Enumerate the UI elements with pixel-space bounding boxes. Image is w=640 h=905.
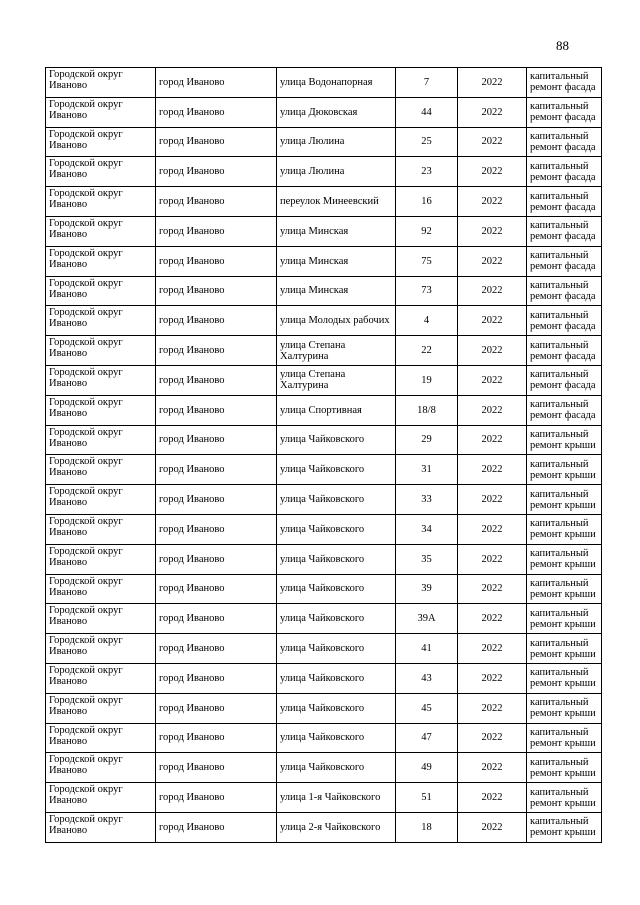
year-cell: 2022 [458, 68, 527, 98]
year-cell: 2022 [458, 276, 527, 306]
district-cell: Городской округ Иваново [46, 455, 156, 485]
city-cell: город Иваново [156, 753, 277, 783]
city-cell: город Иваново [156, 693, 277, 723]
year-cell: 2022 [458, 604, 527, 634]
table-row [46, 723, 602, 753]
table-row [46, 812, 602, 842]
work-type-cell: капитальный ремонт фасада [527, 276, 602, 306]
street-cell: улица Чайковского [277, 574, 396, 604]
year-cell: 2022 [458, 97, 527, 127]
city-cell: город Иваново [156, 455, 277, 485]
work-type-cell: капитальный ремонт крыши [527, 514, 602, 544]
work-type-cell: капитальный ремонт крыши [527, 425, 602, 455]
district-cell: Городской округ Иваново [46, 753, 156, 783]
house-number-cell: 25 [396, 127, 458, 157]
table-row [46, 157, 602, 187]
work-type-cell: капитальный ремонт фасада [527, 306, 602, 336]
city-cell: город Иваново [156, 783, 277, 813]
district-cell: Городской округ Иваново [46, 187, 156, 217]
work-type-cell: капитальный ремонт фасада [527, 216, 602, 246]
district-cell: Городской округ Иваново [46, 693, 156, 723]
table-body [46, 68, 602, 843]
table-row [46, 574, 602, 604]
district-cell: Городской округ Иваново [46, 395, 156, 425]
street-cell: улица Минская [277, 246, 396, 276]
district-cell: Городской округ Иваново [46, 276, 156, 306]
street-cell: улица Водонапорная [277, 68, 396, 98]
street-cell: улица Чайковского [277, 753, 396, 783]
table-row [46, 97, 602, 127]
year-cell: 2022 [458, 753, 527, 783]
street-cell: улица Чайковского [277, 693, 396, 723]
table-row [46, 127, 602, 157]
work-type-cell: капитальный ремонт крыши [527, 485, 602, 515]
house-number-cell: 22 [396, 336, 458, 366]
house-number-cell: 75 [396, 246, 458, 276]
city-cell: город Иваново [156, 395, 277, 425]
city-cell: город Иваново [156, 425, 277, 455]
street-cell: улица 2-я Чайковского [277, 812, 396, 842]
house-number-cell: 35 [396, 544, 458, 574]
work-type-cell: капитальный ремонт крыши [527, 455, 602, 485]
street-cell: улица Степана Халтурина [277, 336, 396, 366]
district-cell: Городской округ Иваново [46, 365, 156, 395]
table-row [46, 693, 602, 723]
table-row [46, 246, 602, 276]
table-row [46, 276, 602, 306]
city-cell: город Иваново [156, 127, 277, 157]
work-type-cell: капитальный ремонт фасада [527, 246, 602, 276]
work-type-cell: капитальный ремонт крыши [527, 604, 602, 634]
city-cell: город Иваново [156, 216, 277, 246]
street-cell: переулок Минеевский [277, 187, 396, 217]
house-number-cell: 33 [396, 485, 458, 515]
table-row [46, 216, 602, 246]
table-row [46, 514, 602, 544]
street-cell: улица Чайковского [277, 455, 396, 485]
year-cell: 2022 [458, 812, 527, 842]
year-cell: 2022 [458, 216, 527, 246]
street-cell: улица Чайковского [277, 425, 396, 455]
work-type-cell: капитальный ремонт фасада [527, 395, 602, 425]
street-cell: улица Чайковского [277, 663, 396, 693]
street-cell: улица 1-я Чайковского [277, 783, 396, 813]
district-cell: Городской округ Иваново [46, 157, 156, 187]
year-cell: 2022 [458, 306, 527, 336]
city-cell: город Иваново [156, 604, 277, 634]
house-number-cell: 31 [396, 455, 458, 485]
year-cell: 2022 [458, 455, 527, 485]
city-cell: город Иваново [156, 485, 277, 515]
city-cell: город Иваново [156, 306, 277, 336]
work-type-cell: капитальный ремонт крыши [527, 783, 602, 813]
city-cell: город Иваново [156, 514, 277, 544]
city-cell: город Иваново [156, 157, 277, 187]
district-cell: Городской округ Иваново [46, 425, 156, 455]
work-type-cell: капитальный ремонт крыши [527, 723, 602, 753]
work-type-cell: капитальный ремонт фасада [527, 157, 602, 187]
street-cell: улица Чайковского [277, 544, 396, 574]
city-cell: город Иваново [156, 336, 277, 366]
city-cell: город Иваново [156, 97, 277, 127]
work-type-cell: капитальный ремонт фасада [527, 97, 602, 127]
table-row [46, 544, 602, 574]
table-row [46, 455, 602, 485]
street-cell: улица Молодых рабочих [277, 306, 396, 336]
year-cell: 2022 [458, 663, 527, 693]
table-row [46, 395, 602, 425]
street-cell: улица Минская [277, 276, 396, 306]
year-cell: 2022 [458, 634, 527, 664]
street-cell: улица Чайковского [277, 485, 396, 515]
year-cell: 2022 [458, 127, 527, 157]
house-number-cell: 49 [396, 753, 458, 783]
work-type-cell: капитальный ремонт фасада [527, 127, 602, 157]
year-cell: 2022 [458, 157, 527, 187]
district-cell: Городской округ Иваново [46, 574, 156, 604]
city-cell: город Иваново [156, 187, 277, 217]
street-cell: улица Люлина [277, 157, 396, 187]
work-type-cell: капитальный ремонт фасада [527, 365, 602, 395]
district-cell: Городской округ Иваново [46, 216, 156, 246]
street-cell: улица Чайковского [277, 514, 396, 544]
work-type-cell: капитальный ремонт крыши [527, 574, 602, 604]
repair-schedule-table [45, 67, 602, 843]
year-cell: 2022 [458, 425, 527, 455]
street-cell: улица Дюковская [277, 97, 396, 127]
year-cell: 2022 [458, 514, 527, 544]
district-cell: Городской округ Иваново [46, 634, 156, 664]
street-cell: улица Степана Халтурина [277, 365, 396, 395]
year-cell: 2022 [458, 723, 527, 753]
year-cell: 2022 [458, 246, 527, 276]
district-cell: Городской округ Иваново [46, 336, 156, 366]
year-cell: 2022 [458, 336, 527, 366]
street-cell: улица Чайковского [277, 604, 396, 634]
district-cell: Городской округ Иваново [46, 127, 156, 157]
year-cell: 2022 [458, 693, 527, 723]
city-cell: город Иваново [156, 723, 277, 753]
street-cell: улица Минская [277, 216, 396, 246]
work-type-cell: капитальный ремонт фасада [527, 68, 602, 98]
district-cell: Городской округ Иваново [46, 544, 156, 574]
year-cell: 2022 [458, 365, 527, 395]
district-cell: Городской округ Иваново [46, 783, 156, 813]
city-cell: город Иваново [156, 246, 277, 276]
table-row [46, 663, 602, 693]
table-row [46, 783, 602, 813]
house-number-cell: 92 [396, 216, 458, 246]
house-number-cell: 39А [396, 604, 458, 634]
house-number-cell: 44 [396, 97, 458, 127]
year-cell: 2022 [458, 395, 527, 425]
street-cell: улица Чайковского [277, 634, 396, 664]
house-number-cell: 7 [396, 68, 458, 98]
table-row [46, 306, 602, 336]
table-row [46, 68, 602, 98]
city-cell: город Иваново [156, 365, 277, 395]
house-number-cell: 45 [396, 693, 458, 723]
table-row [46, 187, 602, 217]
district-cell: Городской округ Иваново [46, 97, 156, 127]
year-cell: 2022 [458, 544, 527, 574]
house-number-cell: 18/8 [396, 395, 458, 425]
house-number-cell: 51 [396, 783, 458, 813]
house-number-cell: 41 [396, 634, 458, 664]
work-type-cell: капитальный ремонт крыши [527, 544, 602, 574]
work-type-cell: капитальный ремонт крыши [527, 812, 602, 842]
city-cell: город Иваново [156, 544, 277, 574]
year-cell: 2022 [458, 187, 527, 217]
district-cell: Городской округ Иваново [46, 306, 156, 336]
house-number-cell: 34 [396, 514, 458, 544]
city-cell: город Иваново [156, 812, 277, 842]
city-cell: город Иваново [156, 574, 277, 604]
table-row [46, 336, 602, 366]
house-number-cell: 19 [396, 365, 458, 395]
work-type-cell: капитальный ремонт крыши [527, 663, 602, 693]
district-cell: Городской округ Иваново [46, 663, 156, 693]
table-row [46, 485, 602, 515]
street-cell: улица Чайковского [277, 723, 396, 753]
work-type-cell: капитальный ремонт крыши [527, 753, 602, 783]
year-cell: 2022 [458, 485, 527, 515]
district-cell: Городской округ Иваново [46, 514, 156, 544]
city-cell: город Иваново [156, 276, 277, 306]
district-cell: Городской округ Иваново [46, 485, 156, 515]
house-number-cell: 39 [396, 574, 458, 604]
house-number-cell: 47 [396, 723, 458, 753]
work-type-cell: капитальный ремонт фасада [527, 336, 602, 366]
district-cell: Городской округ Иваново [46, 812, 156, 842]
city-cell: город Иваново [156, 68, 277, 98]
city-cell: город Иваново [156, 634, 277, 664]
table-row [46, 365, 602, 395]
house-number-cell: 18 [396, 812, 458, 842]
table-row [46, 753, 602, 783]
year-cell: 2022 [458, 783, 527, 813]
table-row [46, 604, 602, 634]
district-cell: Городской округ Иваново [46, 604, 156, 634]
work-type-cell: капитальный ремонт крыши [527, 634, 602, 664]
district-cell: Городской округ Иваново [46, 246, 156, 276]
house-number-cell: 43 [396, 663, 458, 693]
year-cell: 2022 [458, 574, 527, 604]
house-number-cell: 29 [396, 425, 458, 455]
work-type-cell: капитальный ремонт крыши [527, 693, 602, 723]
table-row [46, 425, 602, 455]
district-cell: Городской округ Иваново [46, 723, 156, 753]
house-number-cell: 4 [396, 306, 458, 336]
page-number: 88 [556, 38, 569, 53]
street-cell: улица Спортивная [277, 395, 396, 425]
work-type-cell: капитальный ремонт фасада [527, 187, 602, 217]
house-number-cell: 23 [396, 157, 458, 187]
house-number-cell: 73 [396, 276, 458, 306]
district-cell: Городской округ Иваново [46, 68, 156, 98]
street-cell: улица Люлина [277, 127, 396, 157]
house-number-cell: 16 [396, 187, 458, 217]
city-cell: город Иваново [156, 663, 277, 693]
table-row [46, 634, 602, 664]
